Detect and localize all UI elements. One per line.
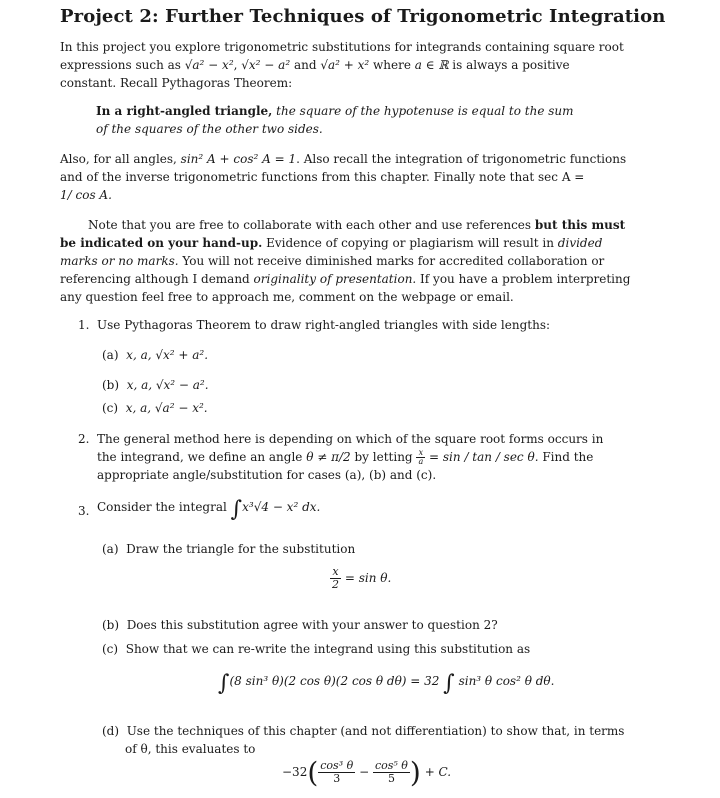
note-line-5: any question feel free to approach me, comment on the webpage or email. xyxy=(60,290,514,304)
condition-a-real: a ∈ ℝ xyxy=(414,58,449,72)
question-3-number: 3. xyxy=(78,504,90,518)
question-2-text: The general method here is depending on which of the square root forms occurs in the integrand, we define an angle θ ≠ π/2 by letting $\frac{x}{a}$ = sin / tan / sec θ. Find the appropriate angle/substitution for cases (a), (b) and (c). xyxy=(97,432,604,482)
note-line-2: be indicated on your hand-up. Evidence of copying or plagiarism will result in divided xyxy=(60,236,603,250)
q3-part-b: (b) Does this substitution agree with your answer to question 2? xyxy=(102,618,498,632)
note-line-1: Note that you are free to collaborate with each other and use references but this must xyxy=(88,218,626,232)
q1-part-b: (b) x, a, √x² − a². xyxy=(102,378,209,392)
intro-line-3: constant. Recall Pythagoras Theorem: xyxy=(60,76,293,90)
identities-paragraph xyxy=(60,150,643,204)
integral-sign: ∫ xyxy=(230,497,243,522)
intro-line-1: In this project you explore trigonometric substitutions for integrands containing square root xyxy=(60,40,624,54)
also-line-3: 1/ cos A. xyxy=(60,188,112,202)
fraction-cos5-over-5: $\frac{\text{cos⁵ θ}}{5}$ xyxy=(374,759,408,785)
q3-part-c: (c) Show that we can re-write the integrand using this substitution as xyxy=(102,642,531,656)
question-1-text: Use Pythagoras Theorem to draw right-angled triangles with side lengths: xyxy=(97,318,551,332)
page-title: Project 2: Further Techniques of Trigonometric Integration xyxy=(60,6,666,27)
q3-part-d: (d) Use the techniques of this chapter (and not differentiation) to show that, in terms xyxy=(102,724,625,738)
expr-sqrt-a2-plus-x2: √a² + x² xyxy=(320,58,370,72)
fraction-cos3-over-3: $\frac{\text{cos³ θ}}{3}$ xyxy=(320,759,354,785)
q3-part-a: (a) Draw the triangle for the substitution xyxy=(102,542,356,556)
quote-line-2: of the squares of the other two sides. xyxy=(96,122,323,136)
question-1-number: 1. xyxy=(78,318,90,332)
identity-sin-cos: sin² A + cos² A = 1 xyxy=(180,152,297,166)
substitution-equation: $\frac{x}{2}$ = sin θ. xyxy=(332,565,392,591)
expr-sqrt-x2-minus-a2: √x² − a² xyxy=(241,58,291,72)
quote-line-1: In a right-angled triangle, the square of the hypotenuse is equal to the sum xyxy=(96,104,574,118)
fraction-x-over-a: $\frac{x}{a}$ xyxy=(418,448,424,466)
note-line-4: referencing although I demand originality of presentation. If you have a problem interpreting xyxy=(60,272,631,286)
rewrite-equation: ∫(8 sin³ θ)(2 cos θ)(2 cos θ dθ) = 32 ∫ sin³ θ cos² θ dθ. xyxy=(218,671,555,696)
pythagoras-quote xyxy=(96,102,616,138)
intro-line-2: expressions such as √a² − x², √x² − a² and √a² + x² where a ∈ ℝ is always a positive xyxy=(60,58,570,72)
note-paragraph xyxy=(60,216,643,306)
note-line-3: marks or no marks. You will not receive diminished marks for accredited collaboration or xyxy=(60,254,605,268)
question-2-number: 2. xyxy=(78,432,90,446)
intro-paragraph xyxy=(60,38,643,92)
also-line-2: and of the inverse trigonometric functions from this chapter. Finally note that sec A = xyxy=(60,170,585,184)
result-expression: −32( $\frac{\text{cos³ θ}}{3}$ − $\frac{\text{cos⁵ θ}}{5}$ ) + C. xyxy=(282,756,452,789)
fraction-x-over-2: $\frac{x}{2}$ xyxy=(332,565,339,591)
also-line-1: Also, for all angles, sin² A + cos² A = 1. Also recall the integration of trigonometric functions xyxy=(60,152,627,166)
q3-part-d-line-2: of θ, this evaluates to xyxy=(125,742,256,756)
q1-part-a: (a) x, a, √x² + a². xyxy=(102,348,209,362)
q1-part-c: (c) x, a, √a² − x². xyxy=(102,401,208,415)
question-3-text: Consider the integral ∫x³√4 − x² dx. xyxy=(97,497,321,522)
expr-sqrt-a2-minus-x2: √a² − x² xyxy=(184,58,234,72)
